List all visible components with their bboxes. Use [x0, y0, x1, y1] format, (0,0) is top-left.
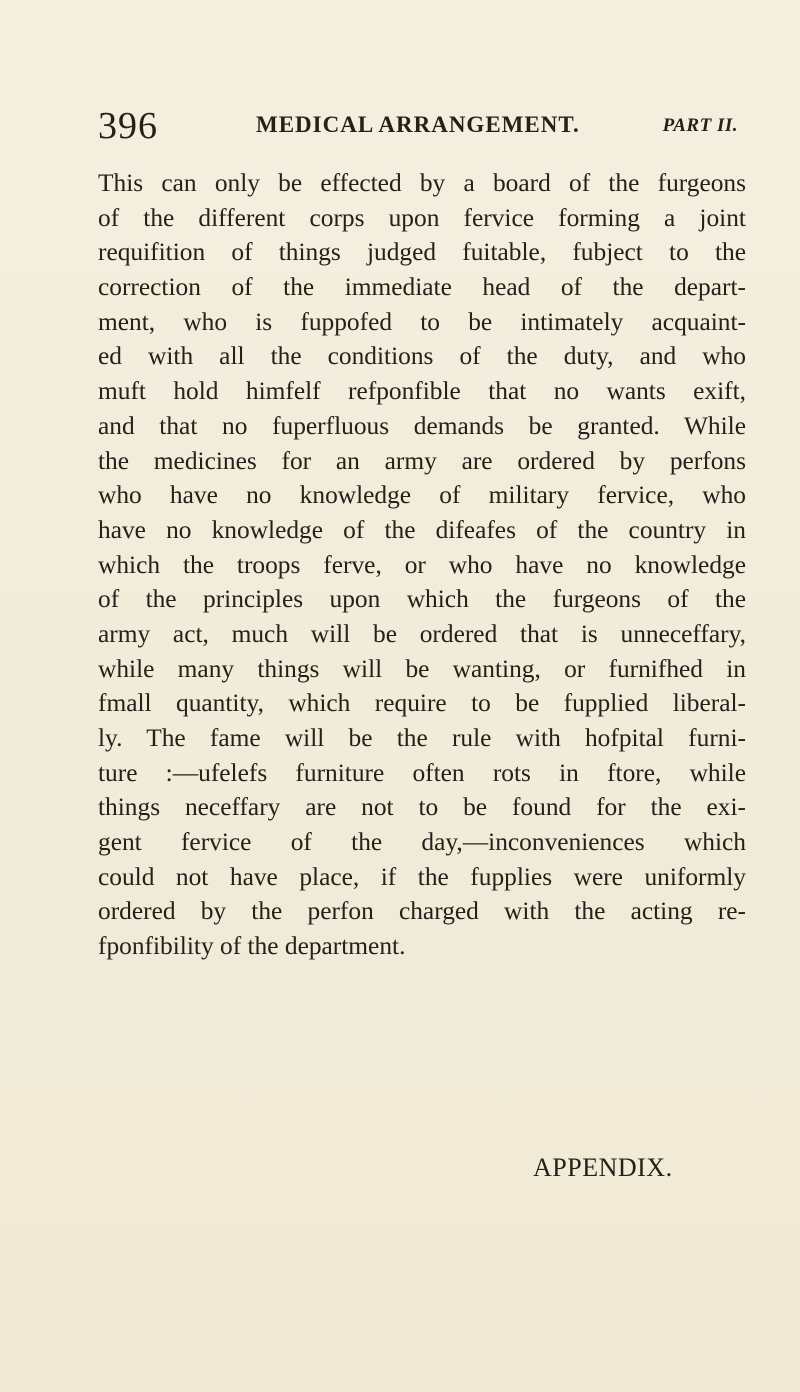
text-line: could not have place, if the fupplies were uniformly: [98, 862, 746, 891]
text-line: ture :—ufelefs furniture often rots in ftore, while: [98, 758, 746, 787]
text-line: of the principles upon which the furgeons of the: [98, 585, 746, 614]
text-line: requifition of things judged fuitable, fubject to the: [98, 238, 746, 267]
part-label: PART II.: [662, 115, 738, 136]
text-line: the medicines for an army are ordered by perfons: [98, 446, 746, 475]
text-line: of the different corps upon fervice forming a joint: [98, 203, 746, 232]
text-line: fmall quantity, which require to be fupplied liberal-: [98, 689, 746, 718]
body-paragraph: [98, 166, 746, 964]
text-line: muft hold himfelf refponfible that no wants exift,: [98, 377, 746, 406]
text-line: ly. The fame will be the rule with hofpital furni-: [98, 724, 746, 752]
text-line: have no knowledge of the difeafes of the country in: [98, 515, 746, 544]
running-head: MEDICAL ARRANGEMENT.: [256, 112, 580, 137]
text-line: This can only be effected by a board of the furgeons: [98, 169, 746, 197]
text-line: which the troops ferve, or who have no knowledge: [98, 550, 746, 579]
text-line: who have no knowledge of military fervice, who: [98, 481, 746, 510]
text-line: gent fervice of the day,—inconveniences which: [98, 828, 746, 857]
catchword: APPENDIX.: [533, 1153, 673, 1182]
text-line: fponfibility of the department.: [98, 932, 406, 961]
page-number: 396: [98, 105, 158, 147]
text-line: correction of the immediate head of the depart-: [98, 273, 746, 302]
text-line: things neceffary are not to be found for the exi-: [98, 793, 746, 822]
text-line: ordered by the perfon charged with the acting re-: [98, 897, 746, 926]
text-line: ment, who is fuppofed to be intimately acquaint-: [98, 307, 746, 336]
text-line: ed with all the conditions of the duty, and who: [98, 342, 746, 371]
text-line: while many things will be wanting, or furnifhed in: [98, 654, 746, 683]
text-line: and that no fuperfluous demands be granted. While: [98, 411, 746, 440]
text-line: army act, much will be ordered that is unneceffary,: [98, 619, 746, 648]
page-header: [98, 104, 738, 148]
